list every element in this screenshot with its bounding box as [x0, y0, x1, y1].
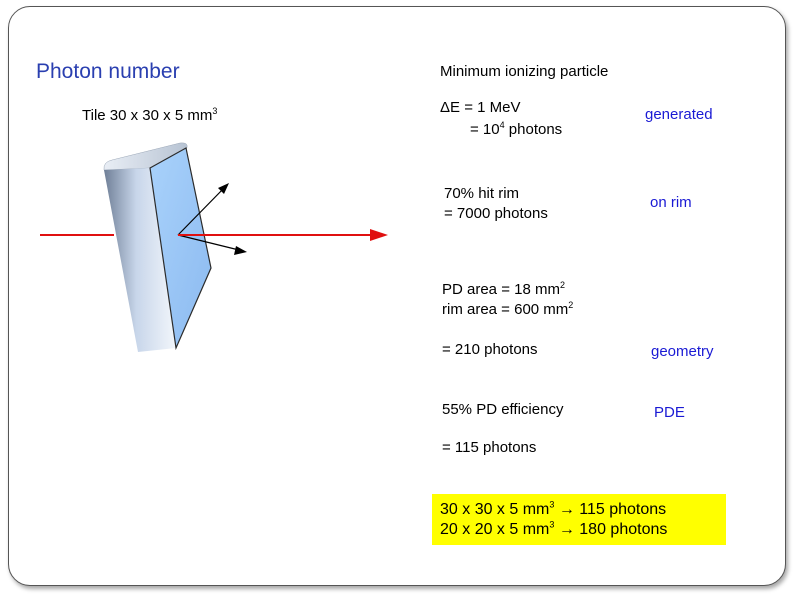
- rim-photons: = 7000 photons: [444, 205, 548, 222]
- pd-efficiency: 55% PD efficiency: [442, 401, 564, 418]
- rim-fraction: 70% hit rim: [444, 185, 520, 202]
- note-pde: PDE: [654, 404, 685, 421]
- geometry-photons: = 210 photons: [442, 341, 538, 358]
- beam-arrowhead: [370, 229, 388, 241]
- slide-title: Photon number: [36, 60, 180, 83]
- summary-line-1: 30 x 30 x 5 $mm^3 \to 115$ photons: [440, 499, 667, 518]
- photons-generated: = $10^4$ photons: [470, 120, 563, 138]
- rim-area: rim area = 600 $mm^2$: [442, 300, 574, 318]
- tile-label: Tile 30 x 30 x 5 $mm^3$: [82, 106, 218, 124]
- note-generated: generated: [645, 106, 713, 123]
- final-photons: = 115 photons: [442, 439, 537, 456]
- note-geometry: geometry: [651, 343, 714, 360]
- summary-line-2: 20 x 20 x 5 $mm^3 \to 180$ photons: [440, 519, 668, 538]
- photon-arrowhead-down: [234, 246, 247, 255]
- note-on-rim: on rim: [650, 194, 692, 211]
- pd-area: PD area = 18 $mm^2$: [442, 280, 565, 298]
- energy-deposit: ΔE = 1 MeV: [440, 99, 521, 116]
- summary-box: [432, 494, 726, 545]
- particle-label: Minimum ionizing particle: [440, 63, 609, 80]
